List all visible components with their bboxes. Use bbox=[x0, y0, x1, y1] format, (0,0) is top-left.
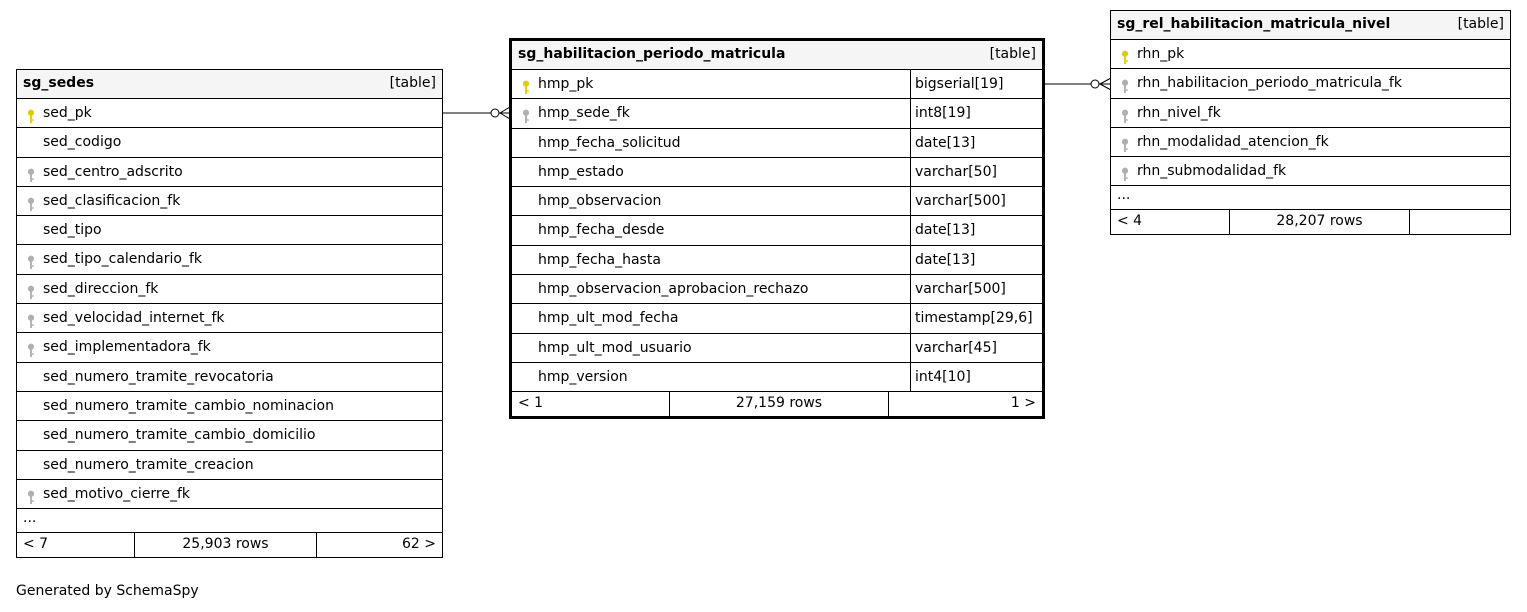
foreign-key-icon bbox=[26, 340, 36, 355]
column-type: varchar[45] bbox=[910, 334, 1042, 362]
column-name: sed_clasificacion_fk bbox=[43, 192, 181, 209]
column-name-cell bbox=[17, 333, 442, 361]
column-type: date[13] bbox=[910, 216, 1042, 244]
column-name-cell bbox=[512, 216, 910, 244]
foreign-key-icon bbox=[26, 252, 36, 267]
column-row[interactable] bbox=[17, 363, 442, 392]
column-row[interactable] bbox=[512, 363, 1042, 392]
column-name-cell bbox=[17, 275, 442, 303]
footer-row-count: 27,159 rows bbox=[670, 392, 889, 416]
column-name: sed_motivo_cierre_fk bbox=[43, 485, 191, 502]
column-name-cell bbox=[17, 421, 442, 449]
column-name-cell bbox=[1111, 128, 1510, 156]
foreign-key-icon bbox=[1120, 164, 1130, 179]
column-row[interactable] bbox=[512, 187, 1042, 216]
column-name-cell bbox=[17, 158, 442, 186]
column-row[interactable] bbox=[17, 421, 442, 450]
column-row[interactable] bbox=[17, 128, 442, 157]
column-type: varchar[500] bbox=[910, 187, 1042, 215]
column-row[interactable] bbox=[17, 480, 442, 509]
foreign-key-icon bbox=[26, 194, 36, 209]
column-name-cell bbox=[1111, 99, 1510, 127]
column-name: rhn_habilitacion_periodo_matricula_fk bbox=[1137, 75, 1402, 92]
foreign-key-icon bbox=[26, 282, 36, 297]
table-kind: [table] bbox=[389, 75, 436, 91]
column-name-cell bbox=[512, 304, 910, 332]
column-name: sed_numero_tramite_revocatoria bbox=[43, 368, 274, 385]
column-name-cell bbox=[512, 363, 910, 391]
footer-parents[interactable]: < 7 bbox=[17, 533, 135, 557]
column-type: int8[19] bbox=[910, 99, 1042, 127]
link-sedes-hmp-zero bbox=[491, 109, 499, 117]
column-name: sed_tipo bbox=[43, 222, 102, 239]
table-sg-sedes[interactable] bbox=[16, 69, 443, 558]
column-type: date[13] bbox=[910, 246, 1042, 274]
column-row[interactable] bbox=[512, 70, 1042, 99]
column-name-cell bbox=[17, 451, 442, 479]
column-row[interactable] bbox=[17, 158, 442, 187]
column-row[interactable] bbox=[1111, 69, 1510, 98]
column-name: hmp_ult_mod_usuario bbox=[538, 339, 692, 356]
column-row[interactable] bbox=[512, 216, 1042, 245]
footer-children[interactable]: 62 > bbox=[402, 536, 436, 553]
column-row[interactable] bbox=[512, 158, 1042, 187]
column-name-cell bbox=[17, 245, 442, 273]
table-header bbox=[17, 70, 442, 99]
column-row[interactable] bbox=[17, 245, 442, 274]
column-name: hmp_fecha_solicitud bbox=[538, 134, 681, 151]
column-name-cell bbox=[17, 187, 442, 215]
primary-key-icon bbox=[1120, 47, 1130, 62]
table-footer bbox=[512, 392, 1042, 416]
column-row[interactable] bbox=[1111, 99, 1510, 128]
column-name-cell bbox=[1111, 40, 1510, 68]
column-list bbox=[512, 70, 1042, 392]
ellipsis: ... bbox=[17, 509, 442, 533]
footer-row-count: 25,903 rows bbox=[135, 533, 317, 557]
column-name: rhn_pk bbox=[1137, 46, 1185, 62]
column-name-cell bbox=[17, 128, 442, 156]
foreign-key-icon bbox=[26, 165, 36, 180]
column-name: sed_centro_adscrito bbox=[43, 163, 183, 180]
column-name: sed_tipo_calendario_fk bbox=[43, 251, 202, 268]
column-type: int4[10] bbox=[910, 363, 1042, 391]
column-type: varchar[50] bbox=[910, 158, 1042, 186]
foreign-key-icon bbox=[26, 487, 36, 502]
column-name: hmp_pk bbox=[538, 76, 594, 92]
column-name: sed_velocidad_internet_fk bbox=[43, 310, 225, 327]
column-list bbox=[1111, 40, 1510, 186]
column-name: sed_numero_tramite_cambio_domicilio bbox=[43, 427, 316, 444]
column-name-cell bbox=[512, 187, 910, 215]
foreign-key-icon bbox=[521, 106, 531, 121]
column-row[interactable] bbox=[512, 246, 1042, 275]
column-name-cell bbox=[512, 129, 910, 157]
column-name-cell bbox=[512, 70, 910, 98]
column-row[interactable] bbox=[1111, 128, 1510, 157]
column-row[interactable] bbox=[512, 99, 1042, 128]
column-name: hmp_estado bbox=[538, 163, 624, 180]
table-name: sg_habilitacion_periodo_matricula bbox=[518, 46, 786, 62]
column-name-cell bbox=[512, 99, 910, 127]
table-header bbox=[1111, 11, 1510, 40]
column-name: sed_codigo bbox=[43, 134, 122, 151]
column-type: date[13] bbox=[910, 129, 1042, 157]
column-name-cell bbox=[17, 304, 442, 332]
footer-children[interactable]: 1 > bbox=[1010, 395, 1036, 412]
table-kind: [table] bbox=[1457, 16, 1504, 32]
column-name-cell bbox=[17, 216, 442, 244]
table-sg-habilitacion-periodo-matricula[interactable] bbox=[509, 38, 1045, 419]
column-name: hmp_observacion bbox=[538, 193, 662, 210]
column-name: hmp_fecha_desde bbox=[538, 222, 665, 239]
column-list bbox=[17, 99, 442, 509]
column-name: rhn_modalidad_atencion_fk bbox=[1137, 133, 1329, 150]
column-name: rhn_nivel_fk bbox=[1137, 104, 1221, 121]
column-name: sed_numero_tramite_cambio_nominacion bbox=[43, 397, 334, 414]
column-name: sed_numero_tramite_creacion bbox=[43, 456, 254, 473]
column-name-cell bbox=[512, 246, 910, 274]
column-name-cell bbox=[512, 275, 910, 303]
foreign-key-icon bbox=[26, 311, 36, 326]
column-name-cell bbox=[1111, 69, 1510, 97]
column-row[interactable] bbox=[512, 129, 1042, 158]
column-name: hmp_sede_fk bbox=[538, 105, 630, 122]
column-name-cell bbox=[17, 480, 442, 508]
primary-key-icon bbox=[26, 106, 36, 121]
foreign-key-icon bbox=[1120, 106, 1130, 121]
column-row[interactable] bbox=[1111, 157, 1510, 186]
footer-parents[interactable]: < 4 bbox=[1111, 210, 1230, 234]
column-row[interactable] bbox=[17, 451, 442, 480]
column-name-cell bbox=[512, 334, 910, 362]
column-name: rhn_submodalidad_fk bbox=[1137, 163, 1287, 180]
column-type: bigserial[19] bbox=[910, 70, 1042, 98]
column-type: timestamp[29,6] bbox=[910, 304, 1042, 332]
column-name: sed_implementadora_fk bbox=[43, 339, 211, 356]
footer-children[interactable] bbox=[1410, 210, 1510, 234]
footer-parents[interactable]: < 1 bbox=[512, 392, 670, 416]
generated-by-footer: Generated by SchemaSpy bbox=[16, 583, 199, 599]
column-name-cell bbox=[1111, 157, 1510, 185]
table-footer bbox=[17, 533, 442, 557]
foreign-key-icon bbox=[1120, 76, 1130, 91]
link-hmp-rhn-zero bbox=[1091, 80, 1099, 88]
column-row[interactable] bbox=[17, 275, 442, 304]
column-row[interactable] bbox=[512, 304, 1042, 333]
column-row[interactable] bbox=[17, 187, 442, 216]
column-row[interactable] bbox=[17, 99, 442, 128]
column-name: hmp_fecha_hasta bbox=[538, 251, 661, 268]
foreign-key-icon bbox=[1120, 135, 1130, 150]
table-footer bbox=[1111, 210, 1510, 234]
column-name-cell bbox=[512, 158, 910, 186]
column-type: varchar[500] bbox=[910, 275, 1042, 303]
column-name: hmp_observacion_aprobacion_rechazo bbox=[538, 281, 809, 298]
footer-row-count: 28,207 rows bbox=[1230, 210, 1410, 234]
column-name-cell bbox=[17, 392, 442, 420]
column-row[interactable] bbox=[17, 304, 442, 333]
ellipsis: ... bbox=[1111, 186, 1510, 210]
column-row[interactable] bbox=[512, 334, 1042, 363]
table-kind: [table] bbox=[989, 46, 1036, 62]
table-name: sg_sedes bbox=[23, 75, 95, 91]
column-row[interactable] bbox=[17, 392, 442, 421]
column-row[interactable] bbox=[17, 333, 442, 362]
table-header bbox=[512, 41, 1042, 70]
column-name: sed_direccion_fk bbox=[43, 280, 159, 297]
column-name: hmp_version bbox=[538, 368, 628, 385]
table-sg-rel-habilitacion-matricula-nivel[interactable] bbox=[1110, 10, 1511, 235]
column-name-cell bbox=[17, 99, 442, 127]
column-name-cell bbox=[17, 363, 442, 391]
column-name: hmp_ult_mod_fecha bbox=[538, 310, 679, 327]
table-name: sg_rel_habilitacion_matricula_nivel bbox=[1117, 16, 1391, 32]
column-name: sed_pk bbox=[43, 105, 92, 121]
column-row[interactable] bbox=[17, 216, 442, 245]
column-row[interactable] bbox=[1111, 40, 1510, 69]
column-row[interactable] bbox=[512, 275, 1042, 304]
primary-key-icon bbox=[521, 77, 531, 92]
